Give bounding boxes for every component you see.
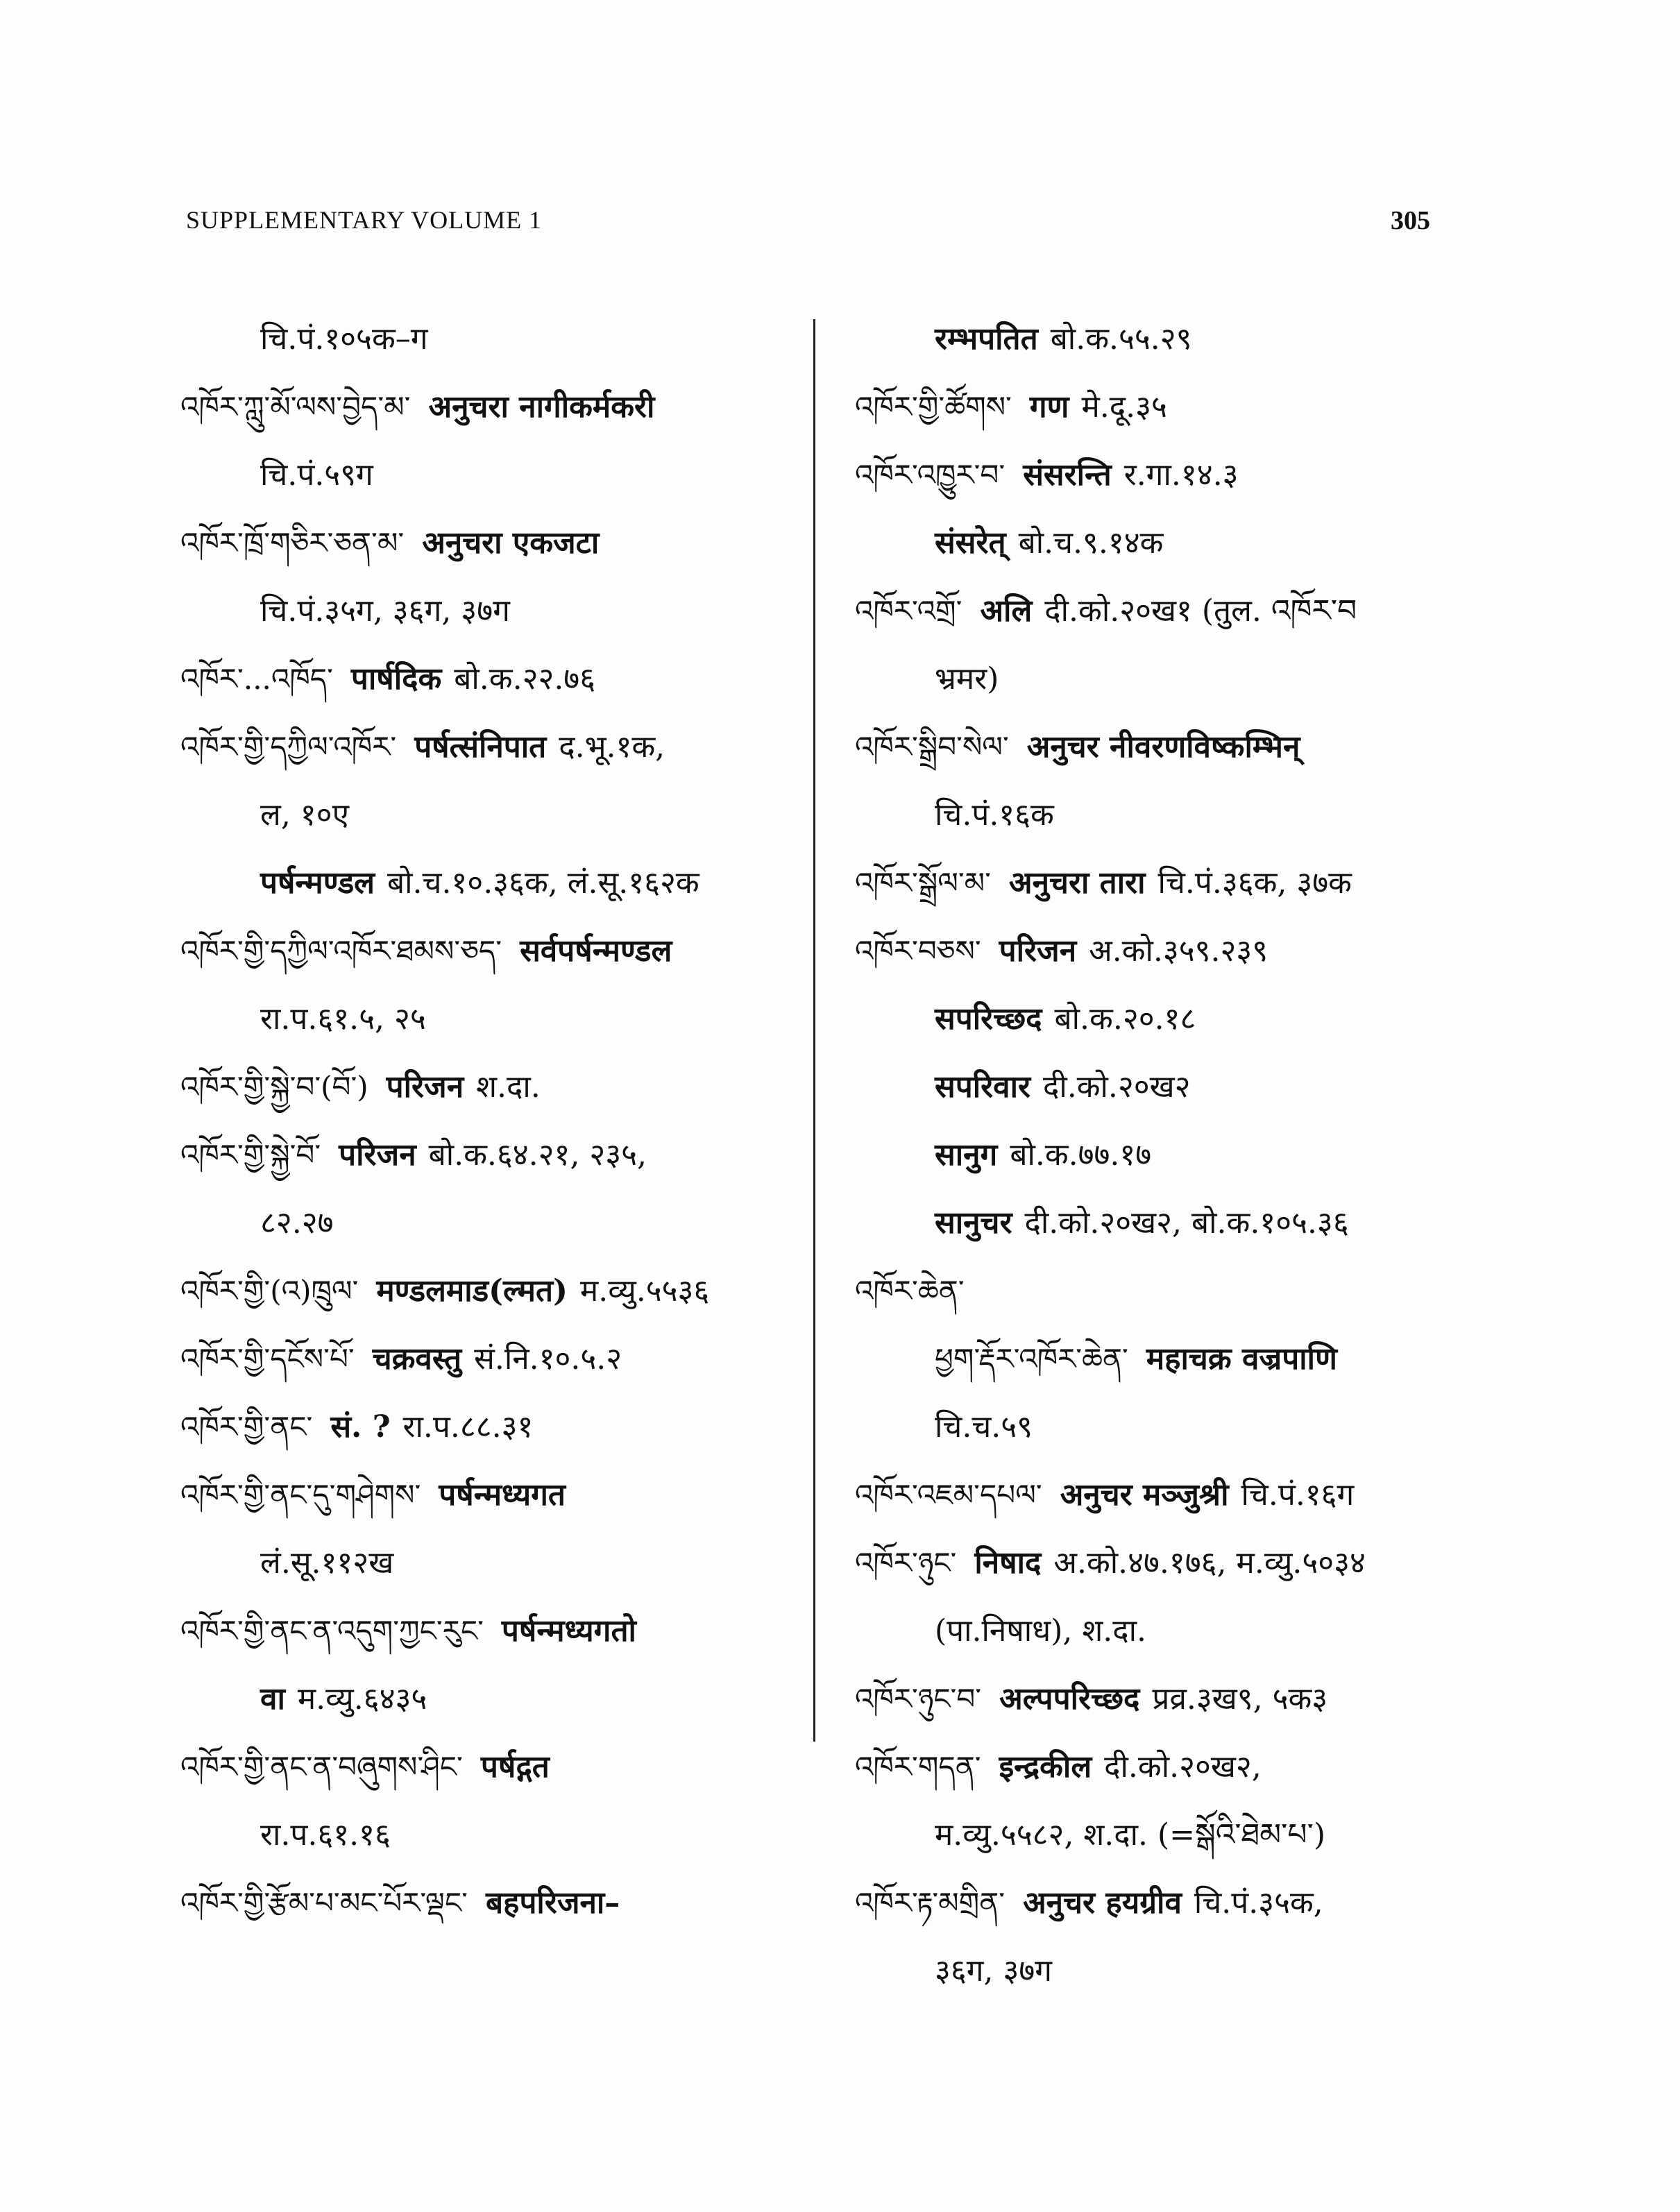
dictionary-line: [855, 441, 1479, 509]
source-reference: चि.पं.१६ग: [1241, 1477, 1355, 1513]
tibetan-headword: འཁོར་གྱི་དཀྱིལ་འཁོར་ཐམས་ཅད་: [180, 934, 502, 968]
tibetan-headword: འཁོར་གྱི་དངོས་པོ་: [180, 1342, 355, 1376]
tibetan-headword: འཁོར་གྱི་སྐྱེ་བ་(བོ་): [180, 1070, 368, 1104]
dictionary-line: [180, 1665, 819, 1733]
source-reference: म.व्यु.५५८२, श.दा. (=སྒོའི་ཐེམ་པ་): [935, 1817, 1325, 1853]
tibetan-headword: འཁོར་གྱི་རྩོམ་པ་མང་པོར་ལྡང་: [180, 1886, 468, 1920]
left-column: [180, 305, 819, 1937]
page-header: [186, 205, 1430, 247]
dictionary-line: [855, 1461, 1479, 1529]
dictionary-line: [180, 441, 819, 509]
sanskrit-equivalent: रम्भपतित: [935, 321, 1038, 357]
sanskrit-equivalent: गण: [1029, 389, 1069, 425]
dictionary-line: [180, 1189, 819, 1257]
dictionary-line: [855, 1053, 1479, 1121]
source-reference: चि.पं.५९ग: [260, 457, 373, 493]
tibetan-headword: འཁོར་གྱི་(འ)ཁྲུལ་: [180, 1274, 359, 1308]
sanskrit-equivalent: सानुचर: [935, 1205, 1012, 1241]
sanskrit-equivalent: पर्षद्गत: [480, 1749, 550, 1785]
source-reference: दी.को.२०ख२, बो.क.१०५.३६: [1024, 1205, 1349, 1241]
source-reference: बो.क.५५.२९: [1050, 321, 1192, 357]
sanskrit-equivalent: पर्षन्मध्यगतो: [501, 1613, 636, 1649]
dictionary-line: [180, 1733, 819, 1801]
source-reference: भ्रमर): [935, 661, 999, 697]
dictionary-line: [855, 985, 1479, 1053]
source-reference: मे.दू.३५: [1081, 389, 1167, 425]
running-head: SUPPLEMENTARY VOLUME 1: [186, 206, 543, 234]
source-reference: अ.को.४७.१७६, म.व्यु.५०३४: [1053, 1545, 1366, 1581]
tibetan-headword: འཁོར་གྱི་དཀྱིལ་འཁོར་: [180, 730, 397, 764]
tibetan-headword: འཁོར་རྟ་མགྲིན་: [855, 1886, 1006, 1920]
tibetan-headword: འཁོར་གྱི་ནང་ན་འདུག་ཀྱང་རུང་: [180, 1614, 484, 1648]
dictionary-line: [855, 1597, 1479, 1665]
dictionary-line: [180, 1597, 819, 1665]
dictionary-line: [855, 1937, 1479, 2005]
tibetan-headword: འཁོར་གདན་: [855, 1750, 981, 1784]
tibetan-headword: འཁོར་ཉུང་བ་: [855, 1682, 982, 1716]
source-reference: दी.को.२०ख२,: [1104, 1749, 1262, 1785]
tibetan-headword: འཁོར་གྱི་ནང་: [180, 1410, 313, 1444]
dictionary-line: [855, 849, 1479, 917]
tibetan-headword: འཁོར་ཉུང་: [855, 1546, 957, 1580]
tibetan-headword: འཁོར་འཇམ་དཔལ་: [855, 1478, 1042, 1512]
right-column: [855, 305, 1479, 2005]
page-number: 305: [1391, 206, 1430, 235]
dictionary-line: [180, 849, 819, 917]
source-reference: ८२.२७: [260, 1205, 334, 1241]
dictionary-line: [855, 1393, 1479, 1461]
source-reference: श.दा.: [476, 1069, 541, 1105]
tibetan-headword: འཁོར་སྒྲིབ་སེལ་: [855, 730, 1009, 764]
dictionary-line: [180, 509, 819, 577]
source-reference: र.गा.१४.३: [1123, 457, 1239, 493]
source-reference: बो.क.६४.२१, २३५,: [428, 1137, 647, 1173]
sanskrit-equivalent: परिजन: [339, 1137, 416, 1173]
dictionary-line: [180, 373, 819, 441]
source-reference: म.व्यु.५५३६: [579, 1273, 710, 1309]
dictionary-line: [180, 1257, 819, 1325]
sanskrit-equivalent: महाचक्र वज्रपाणि: [1146, 1341, 1337, 1377]
sanskrit-equivalent: अनुचर मञ्जुश्री: [1060, 1477, 1229, 1513]
tibetan-headword: འཁོར་གྱི་ཚོགས་: [855, 390, 1012, 424]
dictionary-line: [180, 1461, 819, 1529]
dictionary-line: [855, 305, 1479, 373]
dictionary-line: [180, 1393, 819, 1461]
source-reference: बो.क.२०.१८: [1054, 1001, 1196, 1037]
dictionary-line: [855, 1121, 1479, 1189]
source-reference: ३६ग, ३७ग: [935, 1953, 1053, 1989]
dictionary-line: [855, 577, 1479, 645]
dictionary-line: [855, 781, 1479, 849]
source-reference: बो.च.९.१४क: [1018, 525, 1164, 561]
dictionary-line: [855, 509, 1479, 577]
column-divider: [813, 319, 815, 1742]
source-reference: द.भू.१क,: [559, 729, 665, 765]
source-reference: चि.पं.१६क: [935, 797, 1054, 833]
source-reference: ल, १०ए: [260, 797, 349, 833]
dictionary-line: [180, 781, 819, 849]
tibetan-headword: འཁོར་བཅས་: [855, 934, 981, 968]
sanskrit-equivalent: अनुचरा तारा: [1008, 865, 1146, 901]
dictionary-line: [180, 577, 819, 645]
dictionary-line: [180, 1869, 819, 1937]
sanskrit-equivalent: वा: [260, 1681, 285, 1717]
tibetan-headword: འཁོར་གྱི་ནང་དུ་གཤེགས་: [180, 1478, 421, 1512]
sanskrit-equivalent: सानुग: [935, 1137, 998, 1173]
sanskrit-equivalent: पर्षन्मध्यगत: [439, 1477, 566, 1513]
source-reference: अ.को.३५९.२३९: [1089, 933, 1269, 969]
sanskrit-equivalent: अलि: [980, 593, 1033, 629]
dictionary-line: [855, 373, 1479, 441]
source-reference: चि.पं.१०५क–ग: [260, 321, 428, 357]
sanskrit-equivalent: बहपरिजना–: [485, 1885, 620, 1921]
dictionary-line: [855, 1189, 1479, 1257]
tibetan-headword: འཁོར་ཀླུ་མོ་ལས་བྱེད་མ་: [180, 390, 411, 424]
sanskrit-equivalent: चक्रवस्तु: [372, 1341, 462, 1377]
source-reference: (पा.निषाध), श.दा.: [935, 1613, 1147, 1649]
dictionary-line: [180, 645, 819, 713]
dictionary-line: [855, 1529, 1479, 1597]
dictionary-line: [180, 1121, 819, 1189]
tibetan-headword: འཁོར་གྱི་ནང་ན་བཞུགས་ཤིང་: [180, 1750, 463, 1784]
tibetan-headword: འཁོར་ཆེན་: [855, 1274, 965, 1308]
sanskrit-equivalent: अल्पपरिच्छद: [999, 1681, 1140, 1717]
source-reference: चि.पं.३५ग, ३६ग, ३७ग: [260, 593, 510, 629]
dictionary-line: [855, 1665, 1479, 1733]
tibetan-headword: འཁོར་...འཁོད་: [180, 662, 333, 696]
sanskrit-equivalent: इन्द्रकील: [999, 1749, 1092, 1785]
source-reference: बो.क.७७.१७: [1010, 1137, 1152, 1173]
sanskrit-equivalent: परिजन: [386, 1069, 464, 1105]
dictionary-line: [180, 1801, 819, 1869]
sanskrit-equivalent: परिजन: [999, 933, 1077, 969]
sanskrit-equivalent: सपरिवार: [935, 1069, 1030, 1105]
source-reference: रा.प.८८.३१: [402, 1409, 534, 1445]
sanskrit-equivalent: पर्षत्संनिपात: [414, 729, 547, 765]
sanskrit-equivalent: अनुचर नीवरणविष्कम्भिन्: [1026, 729, 1300, 765]
sanskrit-equivalent: संसरेत्: [935, 525, 1006, 561]
dictionary-line: [180, 985, 819, 1053]
sanskrit-equivalent: संसरन्ति: [1023, 457, 1112, 493]
dictionary-line: [855, 1869, 1479, 1937]
dictionary-line: [855, 713, 1479, 781]
tibetan-headword: འཁོར་འགྲོ་: [855, 594, 962, 628]
sanskrit-equivalent: अनुचरा नागीकर्मकरी: [428, 389, 655, 425]
dictionary-line: [855, 1257, 1479, 1325]
source-reference: बो.क.२२.७६: [454, 661, 596, 697]
tibetan-headword: འཁོར་གྱི་སྐྱེ་བོ་: [180, 1138, 321, 1172]
sanskrit-equivalent: मण्डलमाड(ल्मत): [376, 1273, 568, 1309]
dictionary-line: [180, 713, 819, 781]
source-reference: दी.को.२०ख२: [1042, 1069, 1191, 1105]
source-reference: म.व्यु.६४३५: [297, 1681, 427, 1717]
source-reference: चि.च.५९: [935, 1409, 1033, 1445]
dictionary-line: [180, 1529, 819, 1597]
tibetan-headword: ཕྱག་རྡོར་འཁོར་ཆེན་: [935, 1342, 1128, 1376]
source-reference: चि.पं.३६क, ३७क: [1157, 865, 1352, 901]
dictionary-line: [855, 645, 1479, 713]
source-reference: रा.प.६१.१६: [260, 1817, 391, 1853]
sanskrit-equivalent: सर्वपर्षन्मण्डल: [520, 933, 672, 969]
source-reference: रा.प.६१.५, २५: [260, 1001, 426, 1037]
source-reference: सं.नि.१०.५.२: [474, 1341, 622, 1377]
dictionary-line: [180, 1053, 819, 1121]
sanskrit-equivalent: निषाद: [974, 1545, 1042, 1581]
dictionary-line: [180, 305, 819, 373]
tibetan-headword: འཁོར་འཁྱུར་བ་: [855, 458, 1006, 492]
sanskrit-equivalent: पर्षन्मण्डल: [260, 865, 375, 901]
source-reference: बो.च.१०.३६क, लं.सू.१६२क: [387, 865, 699, 901]
dictionary-line: [855, 1325, 1479, 1393]
source-reference: लं.सू.११२ख: [260, 1545, 394, 1581]
sanskrit-equivalent: अनुचरा एकजटा: [422, 525, 600, 561]
sanskrit-equivalent: पार्षदिक: [350, 661, 442, 697]
tibetan-headword: འཁོར་སྒྲོལ་མ་: [855, 866, 991, 900]
source-reference: प्रव्र.३ख९, ५क३: [1152, 1681, 1328, 1717]
dictionary-line: [855, 917, 1479, 985]
dictionary-line: [855, 1801, 1479, 1869]
source-reference: चि.पं.३५क,: [1194, 1885, 1323, 1921]
sanskrit-equivalent: सपरिच्छद: [935, 1001, 1042, 1037]
sanskrit-equivalent: अनुचर हयग्रीव: [1023, 1885, 1182, 1921]
sanskrit-equivalent: सं. ?: [330, 1409, 391, 1445]
source-reference: दी.को.२०ख१ (तुल. འཁོར་བ: [1044, 593, 1357, 629]
dictionary-line: [855, 1733, 1479, 1801]
tibetan-headword: འཁོར་ཁྲོ་གཅིར་ཅན་མ་: [180, 526, 405, 560]
dictionary-line: [180, 917, 819, 985]
dictionary-line: [180, 1325, 819, 1393]
